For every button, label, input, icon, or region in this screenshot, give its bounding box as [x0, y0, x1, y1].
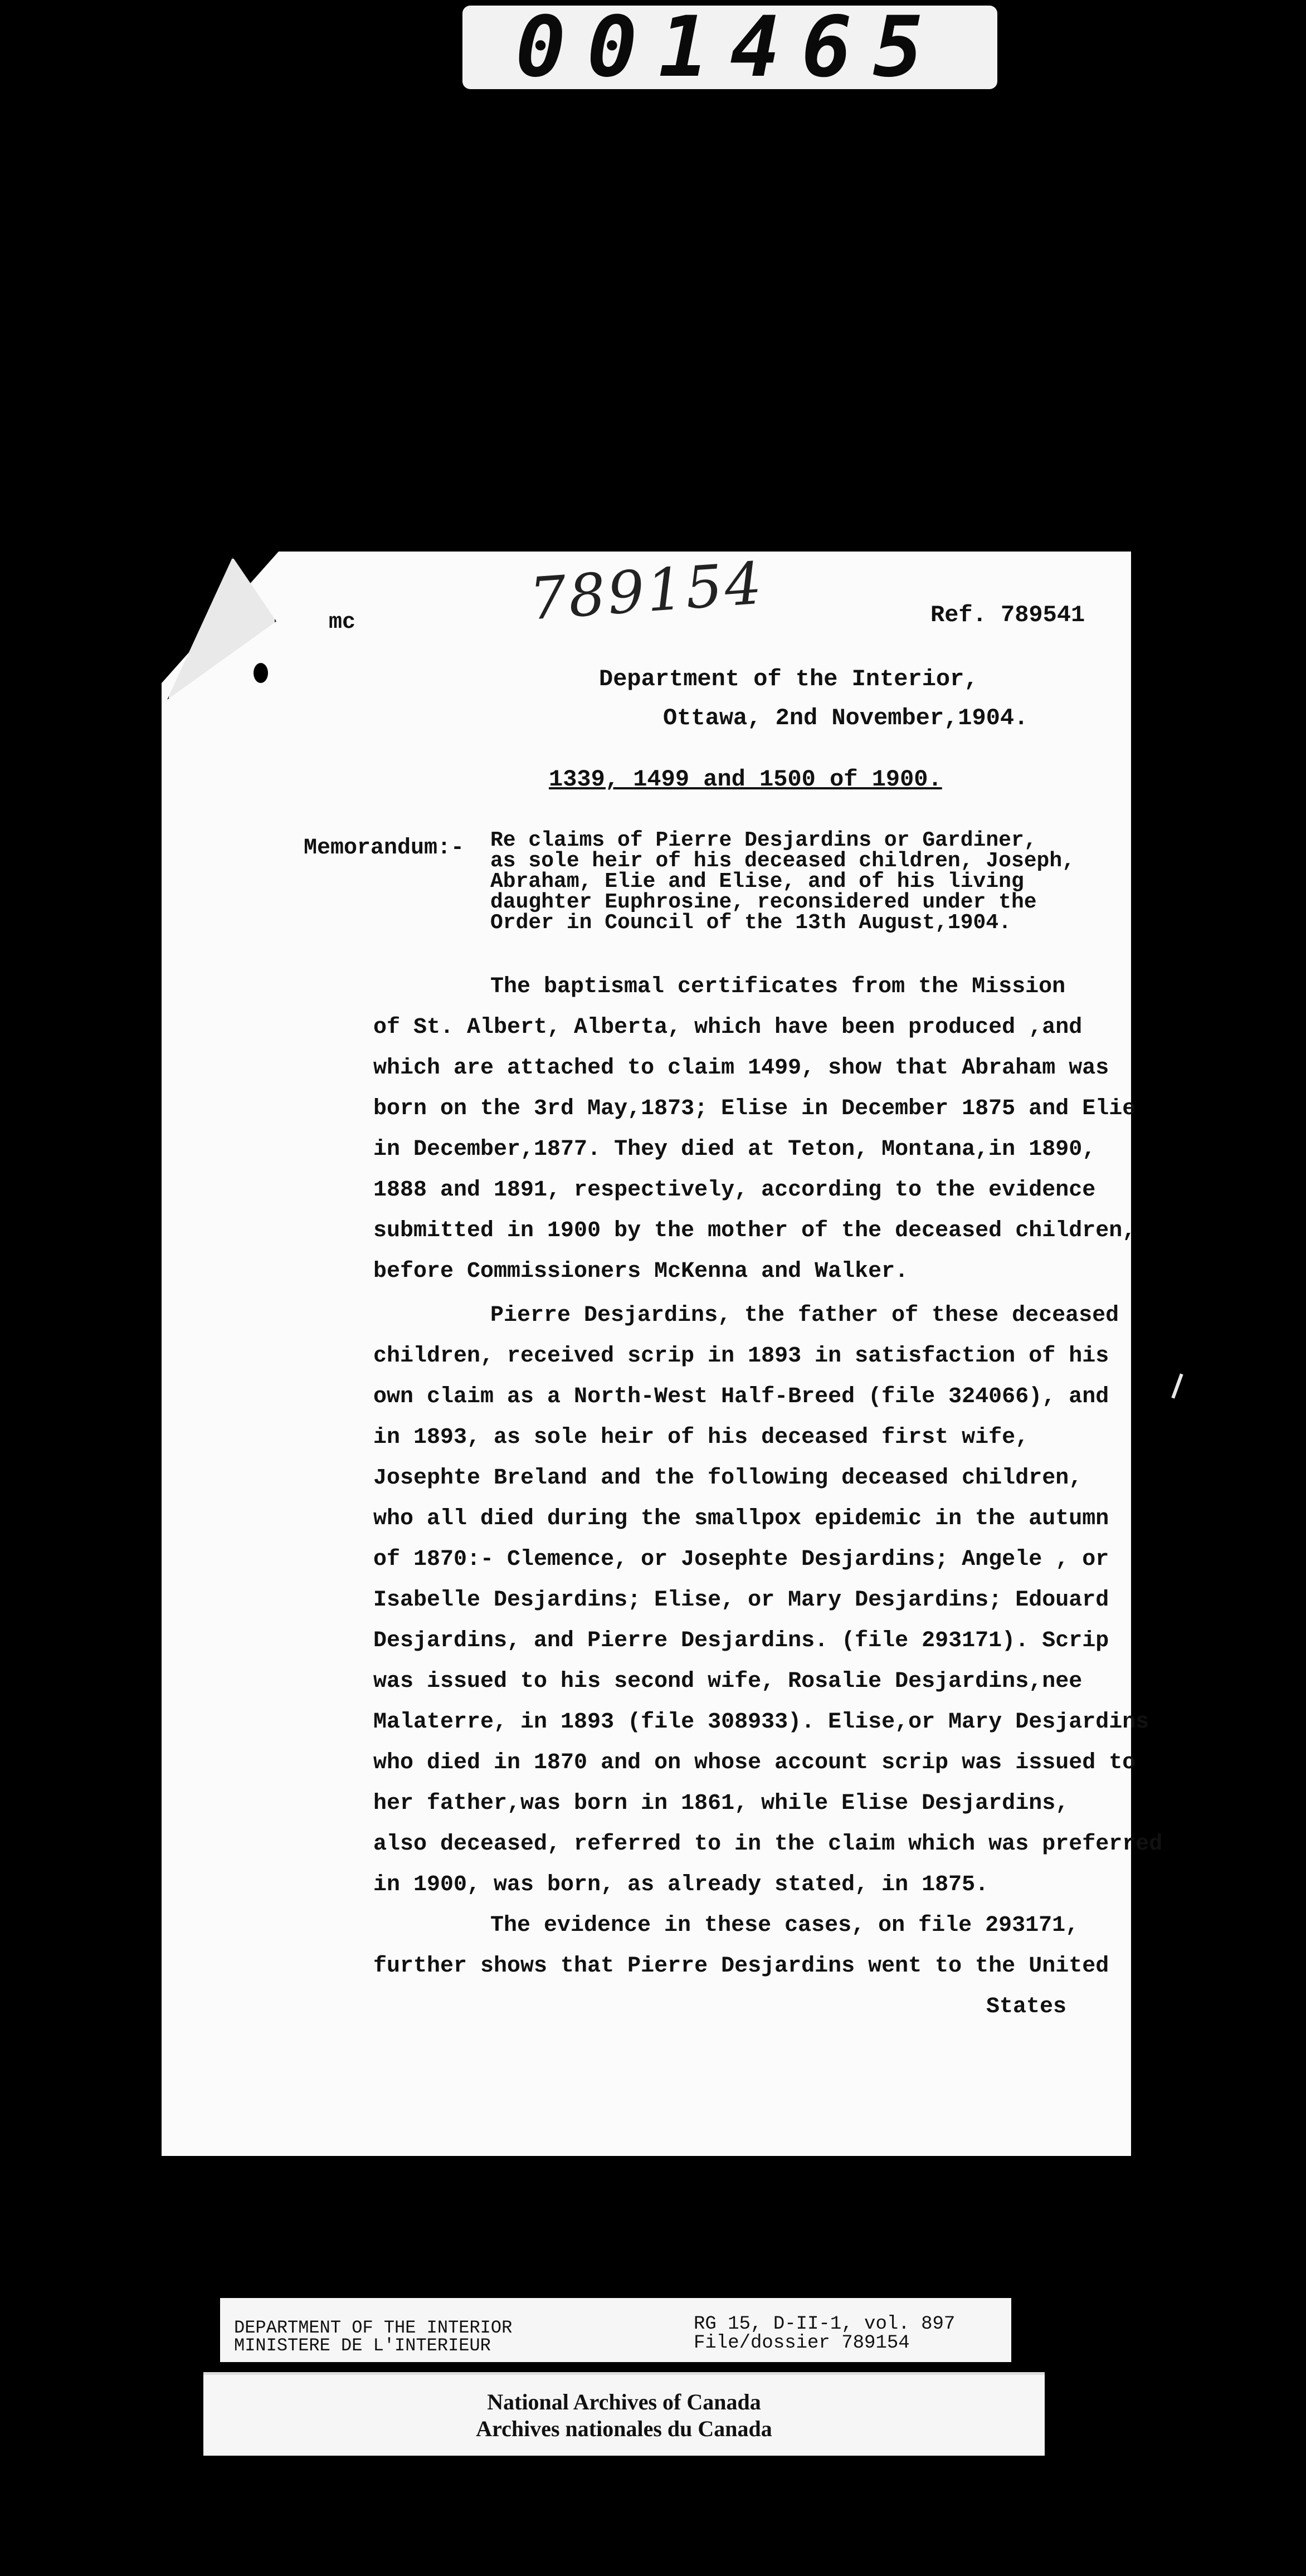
body-line: also deceased, referred to in the claim which was preferred [373, 1832, 1163, 1857]
file-reference [694, 2315, 955, 2353]
body-line: children, received scrip in 1893 in satisfaction of his [373, 1344, 1109, 1369]
body-line: who died in 1870 and on whose account scrip was issued to [373, 1750, 1136, 1775]
body-line: her father,was born in 1861, while Elise Desjardins, [373, 1791, 1069, 1816]
body-line: of St. Albert, Alberta, which have been produced ,and [373, 1015, 1083, 1040]
department-heading: Department of the Interior, [599, 666, 978, 692]
archive-name-label [203, 2372, 1045, 2456]
body-line: who all died during the smallpox epidemic in the autumn [373, 1506, 1109, 1531]
dateline: Ottawa, 2nd November,1904. [663, 705, 1029, 731]
subject-line: Order in Council of the 13th August,1904. [490, 911, 1011, 935]
body-line: before Commissioners McKenna and Walker. [373, 1259, 909, 1284]
body-line: Isabelle Desjardins; Elise, or Mary Desjardins; Edouard [373, 1588, 1109, 1613]
catchword: States [986, 1994, 1067, 2019]
body-line: own claim as a North-West Half-Breed (file 324066), and [373, 1384, 1109, 1409]
handwritten-file-number: 789154 [527, 549, 766, 633]
claims-heading: 1339, 1499 and 1500 of 1900. [549, 766, 942, 793]
body-line: The baptismal certificates from the Mission [490, 974, 1066, 999]
memorandum-subject [490, 830, 1092, 933]
body-line: in 1893, as sole heir of his deceased first wife, [373, 1425, 1029, 1450]
reference-number: Ref. 789541 [930, 602, 1085, 628]
department-label-line: DEPARTMENT OF THE INTERIOR [234, 2318, 513, 2338]
subject-line: as sole heir of his deceased children, Joseph, [490, 849, 1075, 873]
margin-mark [1171, 1373, 1183, 1398]
subject-line: Abraham, Elie and Elise, and of his living [490, 870, 1024, 894]
punch-hole [254, 663, 268, 683]
body-line: Pierre Desjardins, the father of these deceased [490, 1303, 1119, 1328]
archive-name-english: National Archives of Canada [487, 2389, 761, 2414]
typist-initials: mc [329, 610, 356, 635]
department-label-line: MINISTERE DE L'INTERIEUR [234, 2335, 491, 2356]
archive-stamp [462, 0, 997, 96]
body-line: Malaterre, in 1893 (file 308933). Elise,or Mary Desjardins [373, 1710, 1149, 1735]
body-line: The evidence in these cases, on file 293171, [490, 1913, 1079, 1938]
archive-name-french: Archives nationales du Canada [476, 2416, 772, 2441]
body-line: submitted in 1900 by the mother of the deceased children, [373, 1218, 1136, 1243]
file-reference-line: RG 15, D-II-1, vol. 897 [694, 2314, 956, 2335]
body-line: further shows that Pierre Desjardins went to the United [373, 1954, 1109, 1979]
body-line: 1888 and 1891, respectively, according to the evidence [373, 1178, 1096, 1203]
memorandum-label: Memorandum:- [304, 836, 465, 861]
body-line: Josephte Breland and the following deceased children, [373, 1466, 1083, 1491]
body-line: was issued to his second wife, Rosalie Desjardins,nee [373, 1669, 1083, 1694]
body-line: in 1900, was born, as already stated, in 1875. [373, 1872, 989, 1897]
body-line: born on the 3rd May,1873; Elise in December 1875 and Elie [373, 1096, 1136, 1121]
department-label [234, 2319, 512, 2355]
body-line: in December,1877. They died at Teton, Montana,in 1890, [373, 1137, 1096, 1162]
subject-line: Re claims of Pierre Desjardins or Gardiner, [490, 828, 1037, 852]
stamp-number: 001465 [515, 0, 944, 96]
body-line: Desjardins, and Pierre Desjardins. (file 293171). Scrip [373, 1628, 1109, 1653]
subject-line: daughter Euphrosine, reconsidered under the [490, 890, 1037, 914]
archive-reference-label [220, 2298, 1011, 2362]
body-line: of 1870:- Clemence, or Josephte Desjardins; Angele , or [373, 1547, 1109, 1572]
body-line: which are attached to claim 1499, show that Abraham was [373, 1056, 1109, 1081]
file-reference-line: File/dossier 789154 [694, 2333, 910, 2354]
